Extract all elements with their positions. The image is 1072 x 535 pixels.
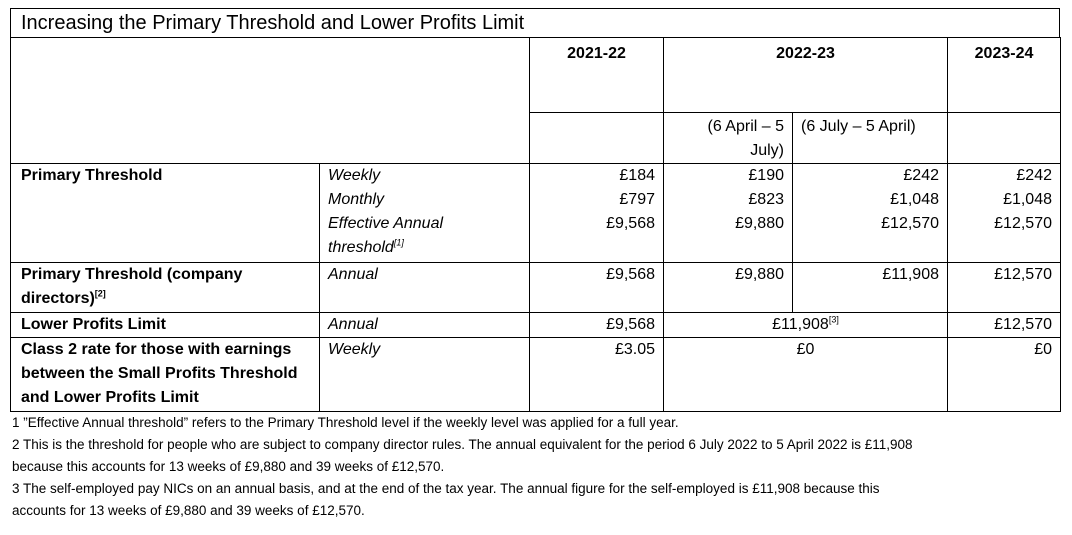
pt-weekly-2324: £242 [948, 164, 1061, 189]
note-ref-3: [3] [828, 314, 839, 325]
ptcd-label-text: Primary Threshold (company directors) [21, 265, 243, 307]
pt-monthly-2324: £1,048 [948, 188, 1061, 212]
pt-annual-unit [320, 212, 530, 262]
col-2023-24: 2023-24 [948, 38, 1061, 113]
pt-annual-2122: £9,568 [530, 212, 664, 262]
pt-monthly-2122: £797 [530, 188, 664, 212]
class2-label: Class 2 rate for those with earnings between the Small Profits Threshold and Lower Profits Limit [11, 337, 320, 411]
footnote-3-cont: accounts for 13 weeks of £9,880 and 39 weeks of £12,570. [12, 502, 365, 518]
pt-monthly-2223b: £1,048 [793, 188, 948, 212]
threshold-table-container [10, 8, 1060, 522]
lpl-2122: £9,568 [530, 312, 664, 337]
ptcd-label [11, 262, 320, 312]
pt-annual-2223a: £9,880 [664, 212, 793, 262]
pt-annual-unit-text: Effective Annual threshold [328, 215, 444, 256]
footnotes [10, 412, 1060, 522]
sub-blank-2122 [530, 113, 664, 164]
lpl-2324: £12,570 [948, 312, 1061, 337]
footnote-2: 2 This is the threshold for people who are subject to company director rules. The annual equivalent for the period 6 July 2022 to 5 April 2022 is £11,908 [12, 436, 913, 452]
col-2021-22: 2021-22 [530, 38, 664, 113]
note-ref-2: [2] [94, 288, 106, 299]
table-title: Increasing the Primary Threshold and Lower Profits Limit [10, 8, 1060, 37]
pt-weekly-unit: Weekly [320, 164, 530, 189]
footnote-2-cont: because this accounts for 13 weeks of £9,880 and 39 weeks of £12,570. [12, 458, 445, 474]
class2-2122: £3.05 [530, 337, 664, 411]
footnote-3: 3 The self-employed pay NICs on an annual basis, and at the end of the tax year. The annual figure for the self-employed is £11,908 because this [12, 480, 880, 496]
ptcd-row [11, 262, 1061, 312]
col-2022-23: 2022-23 [664, 38, 948, 113]
ptcd-2324: £12,570 [948, 262, 1061, 312]
pt-label: Primary Threshold [11, 164, 320, 263]
class2-row [11, 337, 1061, 411]
ptcd-unit: Annual [320, 262, 530, 312]
class2-2223: £0 [664, 337, 948, 411]
ptcd-2122: £9,568 [530, 262, 664, 312]
header-row [11, 38, 1061, 113]
lpl-2223-value: £11,908 [772, 315, 829, 333]
note-ref-1: [1] [393, 237, 404, 248]
threshold-table [10, 37, 1061, 412]
pt-monthly-2223a: £823 [664, 188, 793, 212]
ptcd-2223b: £11,908 [793, 262, 948, 312]
lpl-row [11, 312, 1061, 337]
pt-weekly-row [11, 164, 1061, 189]
pt-annual-2324: £12,570 [948, 212, 1061, 262]
footnote-1: 1 ”Effective Annual threshold” refers to the Primary Threshold level if the weekly level was applied for a full year. [12, 414, 679, 430]
class2-2324: £0 [948, 337, 1061, 411]
ptcd-2223a: £9,880 [664, 262, 793, 312]
pt-weekly-2223b: £242 [793, 164, 948, 189]
pt-weekly-2122: £184 [530, 164, 664, 189]
header-blank [11, 38, 530, 164]
lpl-label: Lower Profits Limit [11, 312, 320, 337]
pt-weekly-2223a: £190 [664, 164, 793, 189]
lpl-2223 [664, 312, 948, 337]
sub-6april-5july: (6 April – 5 July) [664, 113, 793, 164]
sub-blank-2324 [948, 113, 1061, 164]
pt-monthly-unit: Monthly [320, 188, 530, 212]
class2-unit: Weekly [320, 337, 530, 411]
sub-6july-5april: (6 July – 5 April) [793, 113, 948, 164]
lpl-unit: Annual [320, 312, 530, 337]
pt-annual-2223b: £12,570 [793, 212, 948, 262]
